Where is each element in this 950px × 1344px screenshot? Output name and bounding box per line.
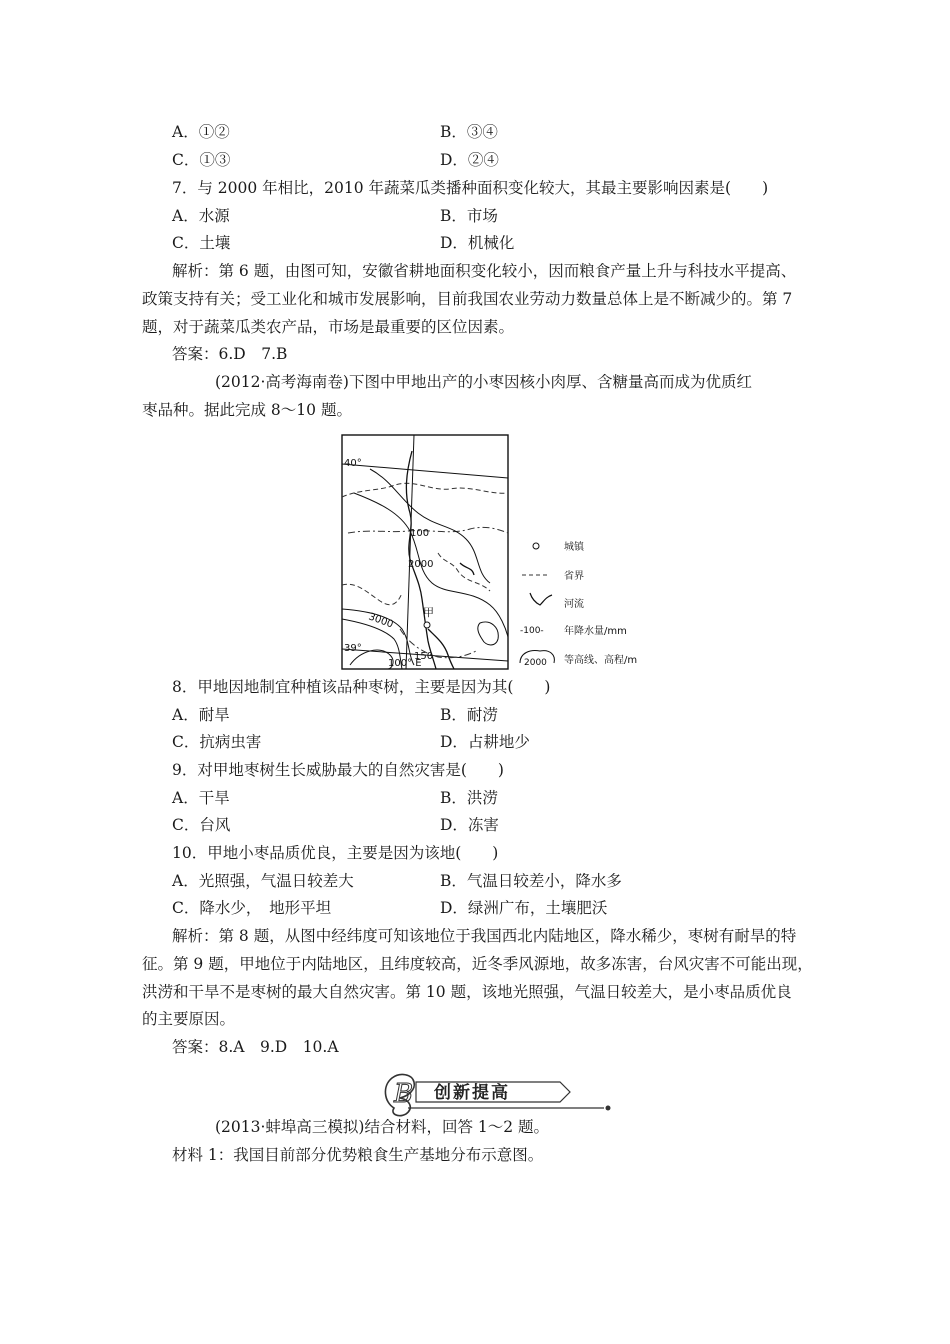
section-banner <box>364 1068 614 1118</box>
q8-option-c: C．抗病虫害 <box>172 733 262 751</box>
banner-letter: B <box>394 1079 414 1109</box>
legend-river-label: 河流 <box>564 599 584 610</box>
q10-stem: 10．甲地小枣品质优良，主要是因为该地( ) <box>172 844 499 862</box>
rainfall-isoline <box>400 629 476 658</box>
map-frame <box>342 435 508 669</box>
q8-option-b: B．耐涝 <box>440 706 498 724</box>
intro2-line2: 枣品种。据此完成 8～10 题。 <box>142 401 352 419</box>
answer1: 答案：6.D 7.B <box>172 345 288 363</box>
legend-contour-sample: 2000 <box>524 658 547 668</box>
contour-loop <box>478 622 498 645</box>
q9-option-c: C．台风 <box>172 816 231 834</box>
rainfall-label-150: 150 <box>414 651 434 662</box>
q10-option-a: A．光照强，气温日较差大 <box>172 872 354 890</box>
latitude-line-40 <box>342 464 508 478</box>
province-border <box>438 553 490 591</box>
q6-option-b: B．③④ <box>440 123 498 141</box>
q8-option-d: D．占耕地少 <box>440 733 530 751</box>
legend-contour-label: 等高线、高程/m <box>564 655 638 666</box>
answer2: 答案：8.A 9.D 10.A <box>172 1038 339 1056</box>
q10-option-c: C．降水少， 地形平坦 <box>172 899 332 917</box>
legend-town-label: 城镇 <box>564 542 584 553</box>
q10-option-d: D．绿洲广布，土壤肥沃 <box>440 899 608 917</box>
town-jia-label: 甲 <box>423 606 434 619</box>
legend-rainfall-label: 年降水量/mm <box>564 626 627 637</box>
longitude-label-100: 100° E <box>388 658 422 669</box>
rainfall-label-100: 100 <box>410 528 430 539</box>
q6-option-d: D．②④ <box>440 151 499 169</box>
intro2-line1: (2012·高考海南卷)下图中甲地出产的小枣因核小肉厚、含糖量高而成为优质红 <box>215 373 752 391</box>
legend-town-icon <box>533 543 539 549</box>
intro3: (2013·蚌埠高三模拟)结合材料，回答 1～2 题。 <box>215 1118 550 1136</box>
analysis2-line3: 洪涝和干旱不是枣树的最大自然灾害。第 10 题，该地光照强，气温日较差大，是小枣品质优良 <box>142 983 792 1001</box>
analysis1-line3: 题，对于蔬菜瓜类农产品，市场是最重要的区位因素。 <box>142 318 515 336</box>
analysis1-line1: 解析：第 6 题，由图可知，安徽省耕地面积变化较小，因而粮食产量上升与科技水平提高、 <box>172 262 797 280</box>
q7-stem: 7．与 2000 年相比，2010 年蔬菜瓜类播种面积变化较大，其最主要影响因素是( ) <box>172 179 769 197</box>
q6-option-a: A．①② <box>172 123 230 141</box>
banner-title: 创新提高 <box>434 1083 510 1103</box>
q8-stem: 8．甲地因地制宜种植该品种枣树，主要是因为其( ) <box>172 678 551 696</box>
legend-rainfall-icon: -100- <box>520 626 544 636</box>
town-jia-marker <box>424 622 430 628</box>
legend-border-label: 省界 <box>564 571 584 582</box>
map-legend <box>520 540 637 668</box>
river <box>428 629 454 669</box>
river <box>460 563 474 575</box>
q9-option-a: A．干旱 <box>172 789 230 807</box>
jujube-region-map <box>340 433 676 673</box>
latitude-label-40: 40° <box>344 458 362 469</box>
province-border <box>342 483 508 497</box>
legend-river-icon <box>530 593 552 605</box>
q7-option-c: C．土壤 <box>172 234 231 252</box>
q10-option-b: B．气温日较差小，降水多 <box>440 872 622 890</box>
banner-dot-icon <box>606 1106 611 1111</box>
q7-option-a: A．水源 <box>172 207 230 225</box>
analysis2-line1: 解析：第 8 题，从图中经纬度可知该地位于我国西北内陆地区，降水稀少，枣树有耐旱的特 <box>172 927 797 945</box>
q9-option-b: B．洪涝 <box>440 789 498 807</box>
q9-stem: 9．对甲地枣树生长威胁最大的自然灾害是( ) <box>172 761 504 779</box>
province-border <box>342 584 402 605</box>
q6-option-c: C．①③ <box>172 151 231 169</box>
q7-option-d: D．机械化 <box>440 234 515 252</box>
q7-option-b: B．市场 <box>440 207 498 225</box>
analysis2-line2: 征。第 9 题，甲地位于内陆地区，且纬度较高，近冬季风源地，故多冻害，台风灾害不可能出现， <box>142 955 813 973</box>
analysis1-line2: 政策支持有关；受工业化和城市发展影响，目前我国农业劳动力数量总体上是不断减少的。第 7 <box>142 290 793 308</box>
analysis2-line4: 的主要原因。 <box>142 1010 236 1028</box>
contour-label-3000: 3000 <box>366 611 395 631</box>
material1: 材料 1：我国目前部分优势粮食生产基地分布示意图。 <box>172 1146 544 1164</box>
q9-option-d: D．冻害 <box>440 816 499 834</box>
latitude-label-39: 39° <box>344 643 362 654</box>
contour-label-2000: 2000 <box>408 559 434 570</box>
q8-option-a: A．耐旱 <box>172 706 230 724</box>
